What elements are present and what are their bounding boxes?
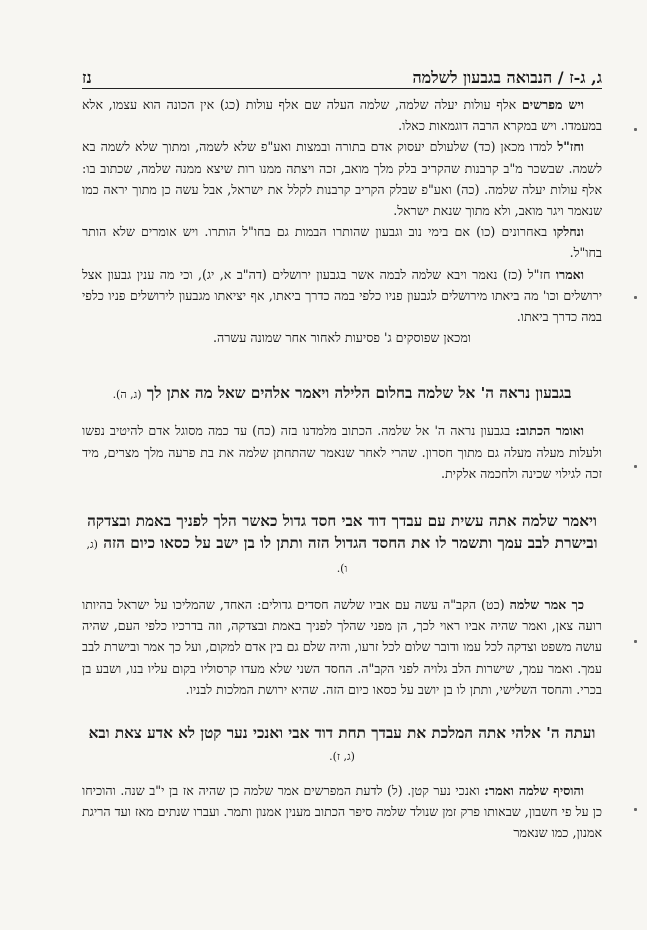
running-header (82, 68, 602, 88)
paragraph-text: באחרונים (כו) אם בימי נוב וגבעון שהותרו הבמות גם בחו"ל הותרו. ויש אומרים שלא הותר בחו"ל. (82, 224, 602, 261)
running-title: ג, ג-ז / הנבואה בגבעון לשלמה (412, 68, 602, 87)
paragraph-lead: וחז"ל (557, 139, 584, 155)
paragraph-lead: והוסיף שלמה ואמר: (484, 783, 584, 799)
margin-dot (634, 128, 637, 131)
paragraph-lead: ואמרו (555, 266, 584, 282)
verse-reference: (ג, ה). (112, 388, 142, 402)
verse-heading (82, 510, 602, 580)
paragraph (82, 780, 602, 844)
paragraph-lead: כך אמר שלמה (509, 597, 584, 613)
margin-dot (634, 465, 637, 468)
paragraph-lead: ויש מפרשים (521, 97, 585, 112)
paragraph-text: ואנכי נער קטן. (ל) לדעת המפרשים אמר שלמה כן שהיה אז בן י"ב שנה. והוכיחו כן על פי חשבון, שבאותו פרק זמן שנולד שלמה סיפר הכתוב מענין אמנון ותמר. ועברו שנתים מאז ועד הריגת אמנון, כמו שנאמר (82, 783, 602, 841)
paragraph-text: חז"ל (כז) נאמר ויבא שלמה לבמה אשר בגבעון ירושלים (דה"ב א, יג), וכי מה ענין גבעון אצל ירושלים וכו' מה ביאתו מירושלים לגבעון פניו כלפי במה כדרך ביאתו, אף יציאתו מגבעון לירושלים פניו כלפי במה כדרך ביאתו. (82, 266, 602, 325)
paragraph-text: בגבעון נראה ה' אל שלמה. הכתוב מלמדנו בזה (כח) עד כמה מסוגל אדם להיטיב נפשו ולעלות מעלה מעלה גם מתוך חסרון. שהרי לאחר שנאמר שהתחתן שלמה את בת פרעה מלך מצרים, מיד זכה לגילוי שכינה ולחכמה אלקית. (82, 423, 602, 481)
paragraph (82, 221, 602, 263)
verse-reference: (ג, ז). (329, 750, 355, 764)
paragraph-lead: ונחלקו (553, 224, 584, 240)
page-number: נז (82, 68, 92, 87)
header-divider (82, 88, 602, 89)
paragraph-text: אלף עולות יעלה שלמה, שלמה העלה שם אלף עולות (כג) אין הכונה הוא עצמו, אלא במעמדו. ויש במקרא הרבה דוגמאות כאלו. (82, 97, 602, 134)
paragraph (82, 136, 602, 221)
verse-heading-text: בגבעון נראה ה' אל שלמה בחלום הלילה ויאמר אלהים שאל מה אתן לך (146, 384, 572, 403)
paragraph-lead: ואומר הכתוב: (515, 423, 584, 439)
paragraph (82, 264, 602, 328)
paragraph-text: ומכאן שפוסקים ג' פסיעות לאחור אחר שמונה עשרה. (212, 330, 472, 346)
paragraph (82, 327, 602, 348)
verse-heading (82, 382, 602, 406)
paragraph (82, 594, 602, 700)
verse-heading-text: ועתה ה' אלהי אתה המלכת את עבדך תחת דוד אבי ואנכי נער קטן לא אדע צאת ובא (88, 724, 596, 743)
paragraph-text: (כט) הקב"ה עשה עם אביו שלשה חסדים גדולים: האחד, שהמליכו על ישראל בהיותו רועה צאן, ואמר שהיה אביו ראוי לכך, הן מפני שהלך לפניך באמת ובצדקה, וזה בדרכיו כלפי העם, שהיה עושה משפט וצדקה לכל עמו ודובר שלום לכל זרעו, והיה שלם גם בין אדם למקום, ועל כך אמר ובישרת לבב עמך. ואמר עמך, שישרות הלב גלויה לפני הקב"ה. החסד השני שלא מעדו קרסוליו בקום עליו בנו, ושבע בן בכרי. והחסד השלישי, ותתן לו בן יושב על כסאו כיום הזה. שהיא ירושת המלכות לבניו. (82, 597, 602, 697)
verse-reference: (ג, ו). (86, 538, 348, 576)
margin-dot (634, 296, 637, 299)
margin-dot (634, 808, 637, 811)
verse-heading (82, 722, 602, 768)
margin-dot (634, 640, 637, 643)
verse-heading-text: ויאמר שלמה אתה עשית עם עבדך דוד אבי חסד גדול כאשר הלך לפניך באמת ובצדקה ובישרת לבב עמך ותשמר לו את החסד הגדול הזה ותתן לו בן ישב על כסאו כיום הזה (87, 512, 598, 553)
paragraph (82, 94, 602, 136)
page-body (82, 94, 602, 844)
paragraph-text: למדו מכאן (כד) שלעולם יעסוק אדם בתורה ובמצות ואע"פ שלא לשמה, ומתוך שלא לשמה בא לשמה. שבשכר מ"ב קרבנות שהקריב בלק מלך מואב, זכה ויצתה ממנו רות שיצא ממנה שלמה, שכתוב בו: אלף עולות יעלה שלמה. (כה) ואע"פ שבלק הקריב קרבנות לקלל את ישראל, אבל עשה כן מתוך יראה כמו שנאמר ויגר מואב, ולא מתוך שנאת ישראל. (82, 139, 602, 219)
paragraph (82, 420, 602, 484)
